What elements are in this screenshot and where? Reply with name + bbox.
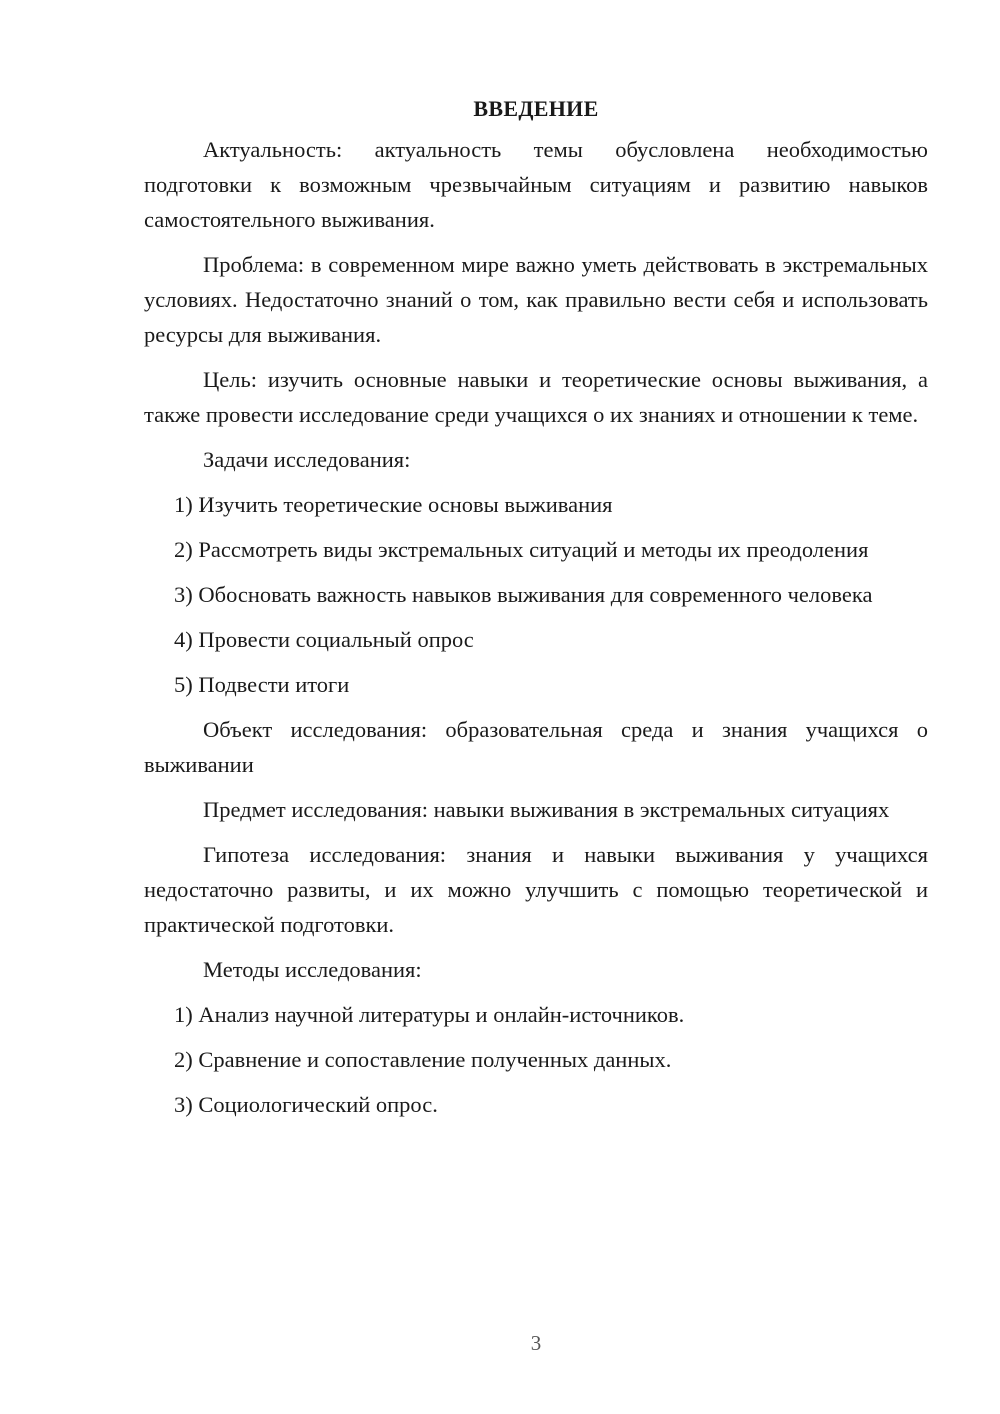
tasks-heading: Задачи исследования: <box>203 447 411 472</box>
method-item-2: 2) Сравнение и сопоставление полученных данных. <box>174 1047 672 1072</box>
task-item-5: 5) Подвести итоги <box>174 672 350 697</box>
document-page <box>144 92 928 1122</box>
task-item-3: 3) Обосновать важность навыков выживания для современного человека <box>174 582 873 607</box>
hypothesis-paragraph: Гипотеза исследования: знания и навыки выживания у учащихся недостаточно развиты, и их можно улучшить с помощью теоретической и практической подготовки. <box>144 842 928 937</box>
task-item-2: 2) Рассмотреть виды экстремальных ситуаций и методы их преодоления <box>174 537 869 562</box>
subject-paragraph: Предмет исследования: навыки выживания в экстремальных ситуациях <box>203 797 890 822</box>
object-paragraph: Объект исследования: образовательная среда и знания учащихся о выживании <box>144 717 928 777</box>
task-item-4: 4) Провести социальный опрос <box>174 627 474 652</box>
relevance-paragraph: Актуальность: актуальность темы обусловлена необходимостью подготовки к возможным чрезвычайным ситуациям и развитию навыков самостоятельного выживания. <box>144 137 928 232</box>
page-number: 3 <box>530 1331 542 1355</box>
method-item-3: 3) Социологический опрос. <box>174 1092 438 1117</box>
goal-paragraph: Цель: изучить основные навыки и теоретические основы выживания, а также провести исследование среди учащихся о их знаниях и отношении к теме. <box>144 367 928 427</box>
task-item-1: 1) Изучить теоретические основы выживания <box>174 492 613 517</box>
problem-paragraph: Проблема: в современном мире важно уметь действовать в экстремальных условиях. Недостаточно знаний о том, как правильно вести себя и использовать ресурсы для выживания. <box>144 252 928 347</box>
page-title: ВВЕДЕНИЕ <box>473 96 599 121</box>
methods-heading: Методы исследования: <box>203 957 422 982</box>
method-item-1: 1) Анализ научной литературы и онлайн-источников. <box>174 1002 685 1027</box>
